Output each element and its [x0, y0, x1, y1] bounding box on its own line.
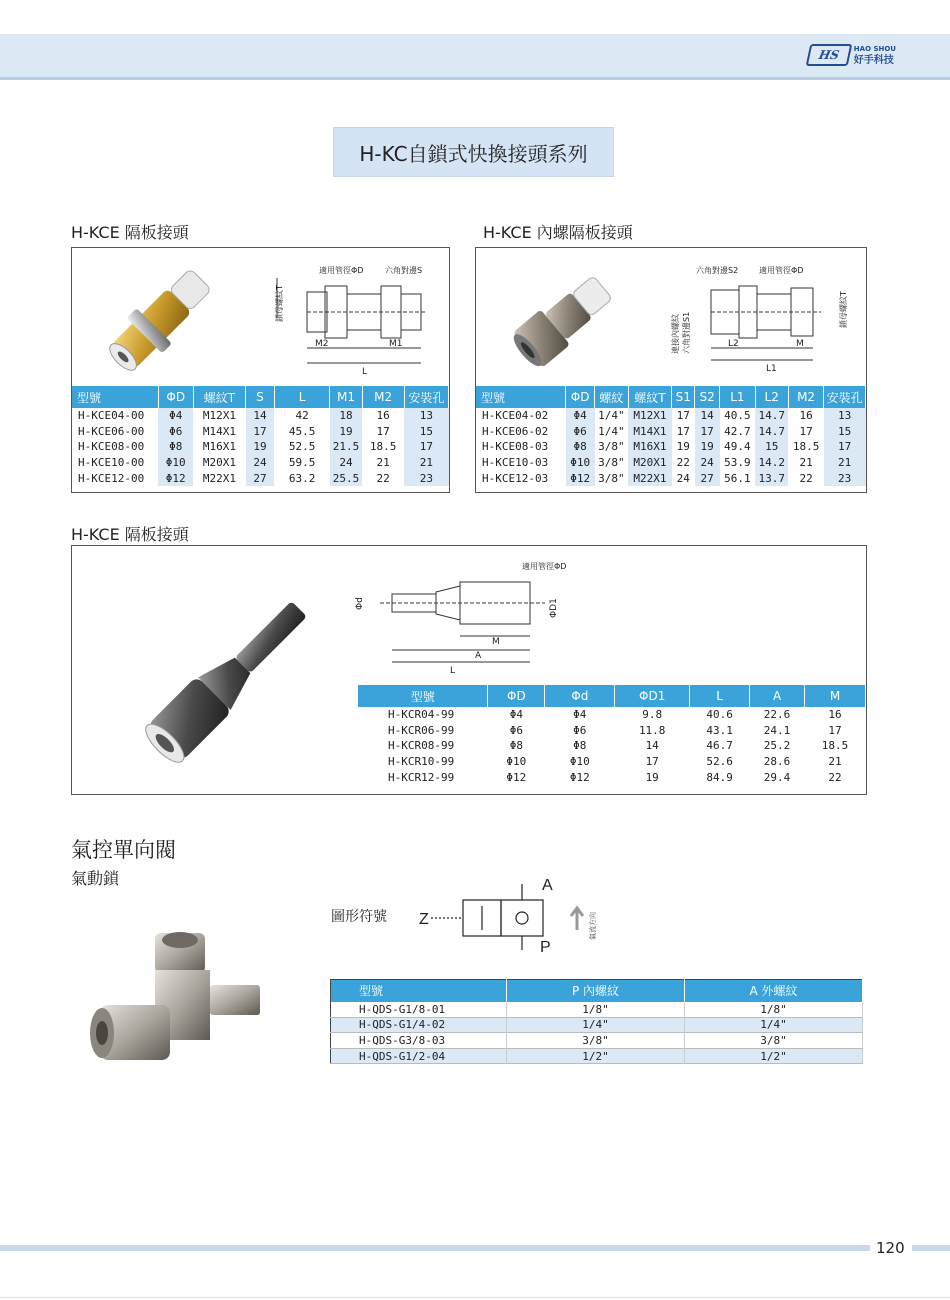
table-cell: Φ6 — [509, 723, 523, 737]
table-cell: H-KCE04-02 — [482, 409, 549, 423]
table-row — [476, 439, 866, 455]
table-row — [72, 455, 449, 471]
table-cell: 18 — [330, 408, 362, 424]
brass-connector-photo — [97, 263, 227, 373]
section-4-title: 氣控單向閥 — [71, 838, 176, 862]
dim-a-label: A — [475, 651, 482, 661]
col-header: 螺紋T — [628, 386, 672, 408]
table-cell: 16 — [376, 409, 390, 423]
table-cell: 15 — [824, 424, 866, 440]
col-header: ΦD — [566, 386, 595, 408]
table-cell: Φ6 — [566, 424, 595, 440]
logo-mark — [805, 44, 852, 66]
table-cell: 22 — [676, 456, 690, 470]
table-row — [476, 455, 866, 471]
dim-m1-label: M1 — [389, 339, 403, 349]
table-row — [72, 408, 449, 424]
table-cell: M12X1 — [202, 409, 236, 423]
port-z-label: Z — [419, 911, 429, 928]
table-cell: H-KCE04-00 — [78, 409, 145, 423]
table-cell: 3/8" — [507, 1033, 685, 1049]
table-cell: 46.7 — [706, 739, 733, 753]
table-cell: 3/8" — [598, 456, 625, 470]
table-header-row — [72, 386, 449, 408]
table-cell: 14 — [645, 739, 659, 753]
col-header: 型號 — [476, 386, 566, 408]
section-2-title: H-KCE 內螺隔板接頭 — [483, 223, 633, 242]
dim-l-label: L — [450, 666, 456, 676]
table-cell: 56.1 — [724, 471, 751, 485]
table-cell: 14.2 — [755, 455, 788, 471]
section-3-panel — [71, 545, 867, 795]
symbol-label: 圖形符號 — [331, 909, 387, 925]
table-cell: 16 — [799, 409, 813, 423]
female-connector-photo — [506, 263, 626, 373]
table-cell: H-QDS-G1/4-02 — [331, 1017, 507, 1033]
table-cell: 17 — [695, 424, 720, 440]
table-cell: H-KCE12-03 — [482, 471, 549, 485]
dim-m2-label: M2 — [315, 339, 329, 349]
table-cell: 13.7 — [755, 470, 788, 486]
table-cell: 13 — [824, 408, 866, 424]
table-cell: 1/4" — [507, 1017, 685, 1033]
table-cell: M22X1 — [202, 471, 236, 485]
table-cell: 15 — [404, 424, 448, 440]
table-cell: 1/2" — [507, 1048, 685, 1064]
table-cell: 21 — [828, 755, 842, 769]
table-cell: 25.2 — [763, 739, 791, 753]
section-3-table — [358, 685, 866, 785]
table-cell: 53.9 — [724, 456, 751, 470]
table-cell: 1/2" — [685, 1048, 863, 1064]
table-cell: 17 — [824, 439, 866, 455]
col-header: 安裝孔 — [404, 386, 448, 408]
table-row — [358, 707, 866, 723]
col-header: 螺紋 — [595, 386, 628, 408]
section-2-drawing — [666, 258, 856, 386]
table-cell: M14X1 — [628, 424, 672, 440]
table-cell: 1/8" — [507, 1002, 685, 1018]
section-1-panel — [71, 247, 450, 493]
table-cell: H-KCE06-00 — [78, 424, 145, 438]
table-cell: 17 — [828, 723, 842, 737]
logo-text — [854, 44, 896, 66]
table-cell: Φ10 — [566, 455, 595, 471]
table-cell: Φ12 — [566, 470, 595, 486]
table-cell: Φ6 — [158, 424, 193, 440]
table-cell: Φ10 — [569, 755, 590, 769]
col-header: S — [246, 386, 274, 408]
table-cell: 3/8" — [598, 471, 625, 485]
logo-chinese: 好手科技 — [853, 55, 894, 66]
table-cell: Φ8 — [573, 739, 587, 753]
section-1-table — [72, 386, 449, 486]
col-header: 安裝孔 — [824, 386, 866, 408]
table-cell: 17 — [645, 755, 659, 769]
table-cell: 49.4 — [724, 440, 751, 454]
dim-l-label: L — [362, 367, 368, 377]
port-a-label: A — [542, 877, 553, 894]
table-cell: 17 — [246, 424, 274, 440]
col-header: L2 — [755, 386, 788, 408]
table-cell: 84.9 — [706, 770, 733, 784]
flow-arrow-icon — [571, 908, 583, 930]
table-cell: Φ4 — [509, 708, 523, 722]
table-cell: 1/4" — [598, 409, 625, 423]
dim-m-label: M — [492, 637, 500, 647]
table-cell: H-KCE06-02 — [482, 424, 549, 438]
table-cell: Φ12 — [158, 470, 193, 486]
col-header: L — [274, 386, 330, 408]
table-cell: 25.5 — [330, 470, 362, 486]
table-cell: 19 — [330, 424, 362, 440]
table-cell: 15 — [755, 439, 788, 455]
table-row — [358, 769, 866, 785]
col-header: M2 — [362, 386, 404, 408]
col-header: Φd — [545, 685, 615, 707]
col-header: M — [805, 685, 866, 707]
table-cell: 17 — [799, 424, 813, 438]
table-cell: 14.7 — [755, 424, 788, 440]
table-cell: 1/4" — [598, 424, 625, 438]
table-cell: 24.1 — [763, 723, 791, 737]
col-header: L — [690, 685, 750, 707]
table-cell: 9.8 — [642, 708, 663, 722]
table-cell: M12X1 — [628, 408, 672, 424]
table-header-row — [331, 980, 863, 1002]
table-cell: 52.6 — [706, 755, 733, 769]
table-cell: M16X1 — [628, 439, 672, 455]
table-row — [476, 424, 866, 440]
table-cell: 3/8" — [685, 1033, 863, 1049]
table-cell: M20X1 — [628, 455, 672, 471]
table-cell: 22.6 — [763, 708, 791, 722]
table-row — [72, 470, 449, 486]
logo-english: HAO SHOU — [853, 45, 896, 53]
section-4-table — [330, 979, 863, 1064]
table-cell: 1/8" — [685, 1002, 863, 1018]
table-cell: 27 — [246, 470, 274, 486]
port-p-label: P — [540, 939, 551, 956]
table-cell: 40.5 — [724, 409, 751, 423]
table-cell: H-QDS-G3/8-03 — [331, 1033, 507, 1049]
col-header: ΦD1 — [615, 685, 690, 707]
table-row — [331, 1002, 863, 1018]
table-header-row — [358, 685, 866, 707]
table-cell: 11.8 — [638, 723, 666, 737]
table-cell: 42 — [295, 409, 309, 423]
table-cell: Φ6 — [573, 723, 587, 737]
table-row — [358, 754, 866, 770]
table-cell: H-QDS-G1/8-01 — [331, 1002, 507, 1018]
table-cell: H-KCE12-00 — [78, 471, 145, 485]
reducer-connector-photo — [117, 581, 347, 771]
table-cell: H-KCE10-03 — [482, 456, 549, 470]
flow-direction-label: 氣流方向 — [589, 912, 597, 940]
table-cell: 22 — [799, 471, 813, 485]
table-cell: 23 — [404, 470, 448, 486]
table-cell: Φ10 — [506, 755, 527, 769]
footer-band — [0, 1245, 870, 1251]
table-cell: H-KCR04-99 — [388, 708, 455, 722]
page-number: 120 — [876, 1239, 905, 1257]
table-row — [72, 439, 449, 455]
table-header-row — [476, 386, 866, 408]
table-row — [331, 1017, 863, 1033]
table-cell: H-KCR10-99 — [388, 755, 455, 769]
thread-label: 鎖母螺紋T — [839, 291, 848, 328]
hex-label: 六角對邊S — [385, 266, 423, 275]
table-cell: 19 — [645, 770, 659, 784]
table-cell: 24 — [695, 455, 720, 471]
table-cell: 13 — [404, 408, 448, 424]
table-cell: 22 — [828, 770, 842, 784]
pipe-diameter-label: 適用管徑ΦD — [522, 562, 567, 571]
dim-l2-label: L2 — [728, 339, 739, 349]
col-header: A — [750, 685, 805, 707]
thread-label: 鎖母螺紋T — [275, 285, 284, 322]
table-cell: Φ4 — [158, 408, 193, 424]
dim-m-label: M — [796, 339, 804, 349]
col-header: 型號 — [331, 980, 507, 1002]
dim-small-d-label: Φd — [355, 597, 365, 610]
table-cell: H-QDS-G1/2-04 — [331, 1048, 507, 1064]
dim-d1-label: ΦD1 — [549, 598, 559, 618]
logo-mark-text: HS — [817, 48, 841, 62]
section-3-title: H-KCE 隔板接頭 — [71, 525, 189, 544]
table-row — [476, 470, 866, 486]
table-cell: 18.5 — [792, 440, 820, 454]
section-1-drawing — [267, 258, 447, 386]
brand-logo — [808, 44, 896, 66]
dim-l1-label: L1 — [766, 364, 777, 374]
table-cell: 24 — [246, 455, 274, 471]
table-cell: 3/8" — [598, 440, 625, 454]
table-cell: 45.5 — [288, 424, 316, 438]
col-header: A 外螺紋 — [685, 980, 863, 1002]
table-cell: 21 — [824, 455, 866, 471]
table-cell: 21 — [376, 456, 390, 470]
table-row — [331, 1048, 863, 1064]
table-cell: M16X1 — [202, 440, 236, 454]
page-title: H-KC自鎖式快換接頭系列 — [333, 127, 614, 177]
table-cell: 52.5 — [288, 440, 316, 454]
section-2-panel — [475, 247, 867, 493]
table-cell: 17 — [376, 424, 390, 438]
pneumatic-symbol — [415, 870, 615, 960]
col-header: M2 — [788, 386, 823, 408]
table-cell: 24 — [330, 455, 362, 471]
col-header: 螺紋T — [193, 386, 246, 408]
table-cell: 29.4 — [763, 770, 791, 784]
table-cell: 17 — [676, 424, 690, 438]
table-cell: 43.1 — [706, 723, 733, 737]
table-cell: Φ4 — [573, 708, 587, 722]
table-cell: Φ12 — [506, 770, 527, 784]
table-cell: 21 — [404, 455, 448, 471]
table-cell: 14 — [695, 408, 720, 424]
section-2-table — [476, 386, 866, 486]
table-cell: 17 — [404, 439, 448, 455]
table-cell: 18.5 — [369, 440, 397, 454]
col-header: P 內螺紋 — [507, 980, 685, 1002]
table-row — [331, 1033, 863, 1049]
table-cell: 27 — [695, 470, 720, 486]
table-cell: 18.5 — [821, 739, 849, 753]
pipe-diameter-label: 適用管徑ΦD — [319, 266, 364, 275]
table-cell: Φ8 — [158, 439, 193, 455]
table-cell: Φ8 — [509, 739, 523, 753]
table-cell: 23 — [824, 470, 866, 486]
table-cell: Φ4 — [566, 408, 595, 424]
table-cell: 63.2 — [288, 471, 316, 485]
table-cell: H-KCR12-99 — [388, 770, 455, 784]
hex1-label: 六角對邊S1 — [682, 311, 691, 354]
table-cell: M20X1 — [202, 456, 236, 470]
table-cell: 19 — [246, 439, 274, 455]
col-header: ΦD — [158, 386, 193, 408]
table-cell: 42.7 — [724, 424, 751, 438]
table-cell: Φ8 — [566, 439, 595, 455]
table-cell: 14.7 — [755, 408, 788, 424]
col-header: S1 — [672, 386, 695, 408]
section-3-drawing — [350, 558, 580, 676]
col-header: ΦD — [488, 685, 545, 707]
table-cell: M22X1 — [628, 470, 672, 486]
table-cell: 1/4" — [685, 1017, 863, 1033]
table-row — [358, 738, 866, 754]
table-cell: H-KCE08-03 — [482, 440, 549, 454]
check-valve-photo — [80, 925, 280, 1085]
col-header: S2 — [695, 386, 720, 408]
inner-thread-label: 連接內螺紋 — [671, 314, 680, 354]
table-row — [476, 408, 866, 424]
table-cell: 22 — [376, 471, 390, 485]
footer-band-end — [912, 1245, 950, 1251]
table-cell: Φ12 — [569, 770, 590, 784]
section-4-subtitle: 氣動鎖 — [71, 869, 120, 888]
table-cell: 59.5 — [288, 456, 316, 470]
col-header: 型號 — [358, 685, 488, 707]
table-cell: 14 — [246, 408, 274, 424]
col-header: M1 — [330, 386, 362, 408]
table-row — [72, 424, 449, 440]
table-cell: 24 — [676, 471, 690, 485]
table-cell: H-KCE08-00 — [78, 440, 145, 454]
table-cell: 21.5 — [330, 439, 362, 455]
table-cell: 21 — [799, 456, 813, 470]
table-cell: 17 — [676, 409, 690, 423]
pipe-diameter-label: 適用管徑ΦD — [759, 266, 804, 275]
table-cell: 28.6 — [763, 755, 791, 769]
table-row — [358, 723, 866, 739]
table-cell: 19 — [695, 439, 720, 455]
table-cell: H-KCR06-99 — [388, 723, 455, 737]
table-cell: H-KCE10-00 — [78, 456, 145, 470]
table-cell: 19 — [676, 440, 690, 454]
table-cell: Φ10 — [158, 455, 193, 471]
table-cell: 40.6 — [706, 708, 733, 722]
table-cell: M14X1 — [202, 424, 236, 438]
table-cell: H-KCR08-99 — [388, 739, 455, 753]
section-1-title: H-KCE 隔板接頭 — [71, 223, 189, 242]
col-header: L1 — [720, 386, 755, 408]
hex2-label: 六角對邊S2 — [696, 266, 739, 275]
col-header: 型號 — [72, 386, 158, 408]
page-edge-rule — [0, 1297, 950, 1298]
table-cell: 16 — [828, 708, 842, 722]
